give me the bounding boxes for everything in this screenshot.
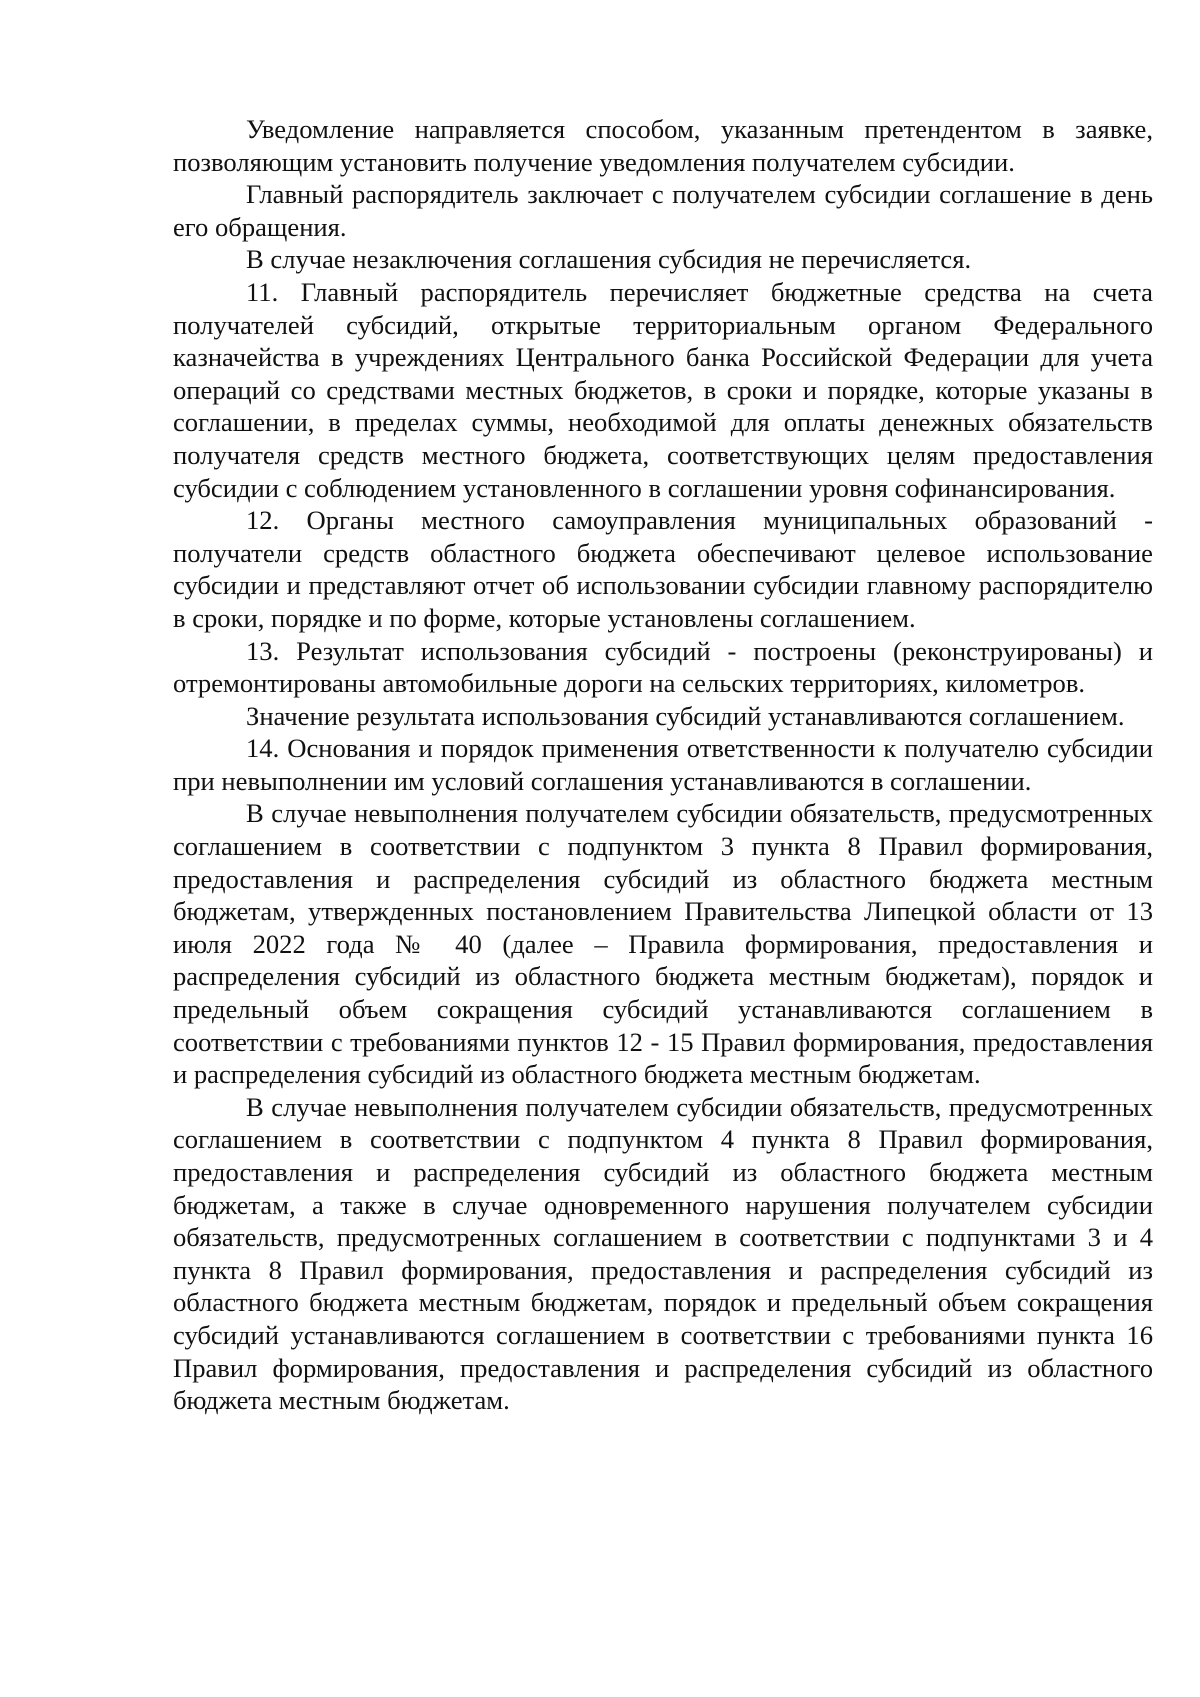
paragraph-case-subitem-3: В случае невыполнения получателем субсидии обязательств, предусмотренных соглашением в соответствии с подпунктом 3 пункта 8 Правил формирования, предоставления и распределения субсидий из областного бюджета местным бюджетам, утвержденных постановлением Правительства Липецкой области от 13 июля 2022 года № 40 (далее – Правила формирования, предоставления и распределения субсидий из областного бюджета местным бюджетам), порядок и предельный объем сокращения субсидий устанавливаются соглашением в соответствии с требованиями пунктов 12 - 15 Правил формирования, предоставления и распределения субсидий из областного бюджета местным бюджетам. <box>173 798 1153 1090</box>
paragraph-result-value: Значение результата использования субсидий устанавливаются соглашением. <box>246 700 1125 731</box>
paragraph-item-13: 13. Результат использования субсидий - построены (реконструированы) и отремонтированы автомобильные дороги на сельских территориях, километров. <box>173 635 1153 699</box>
paragraph-no-agreement: В случае незаключения соглашения субсидия не перечисляется. <box>246 244 972 275</box>
paragraph-item-12: 12. Органы местного самоуправления муниципальных образований - получатели средств областного бюджета обеспечивают целевое использование субсидии и представляют отчет об использовании субсидии главному распорядителю в сроки, порядке и по форме, которые установлены соглашением. <box>173 505 1153 633</box>
paragraph-agreement-conclusion: Главный распорядитель заключает с получателем субсидии соглашение в день его обращения. <box>173 179 1153 242</box>
paragraph-case-subitem-4: В случае невыполнения получателем субсидии обязательств, предусмотренных соглашением в соответствии с подпунктом 4 пункта 8 Правил формирования, предоставления и распределения субсидий из областного бюджета местным бюджетам, а также в случае одновременного нарушения получателем субсидии обязательств, предусмотренных соглашением в соответствии с подпунктами 3 и 4 пункта 8 Правил формирования, предоставления и распределения субсидий из областного бюджета местным бюджетам, порядок и предельный объем сокращения субсидий устанавливаются соглашением в соответствии с требованиями пункта 16 Правил формирования, предоставления и распределения субсидий из областного бюджета местным бюджетам. <box>173 1091 1153 1416</box>
paragraph-item-14: 14. Основания и порядок применения ответственности к получателю субсидии при невыполнении им условий соглашения устанавливаются в соглашении. <box>173 733 1153 796</box>
document-body <box>173 113 1153 1417</box>
paragraph-notification-method: Уведомление направляется способом, указанным претендентом в заявке, позволяющим установить получение уведомления получателем субсидии. <box>173 114 1153 177</box>
paragraph-item-11: 11. Главный распорядитель перечисляет бюджетные средства на счета получателей субсидий, открытые территориальным органом Федерального казначейства в учреждениях Центрального банка Российской Федерации для учета операций со средствами местных бюджетов, в сроки и порядке, которые указаны в соглашении, в пределах суммы, необходимой для оплаты денежных обязательств получателя средств местного бюджета, соответствующих целям предоставления субсидии с соблюдением установленного в соглашении уровня софинансирования. <box>173 276 1153 503</box>
